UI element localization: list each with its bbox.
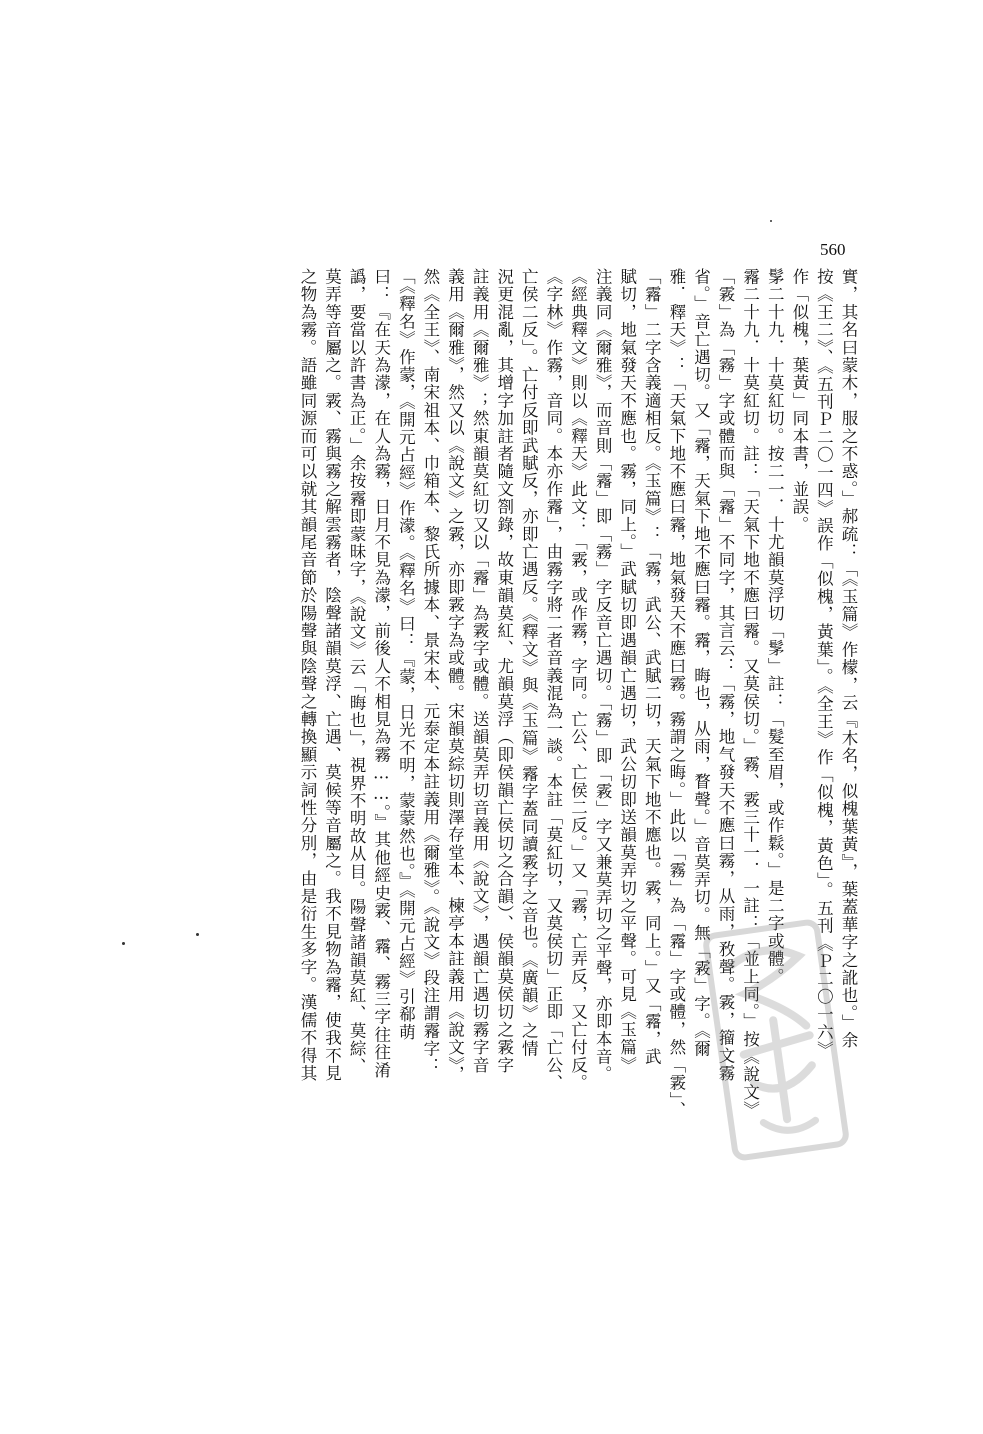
text-line: 按《王二》、《五刊Ｐ二〇一四》誤作「似槐，黃葉」。《全王》作「似槐，黃色」。五刊《Ｐ二〇一六》 (814, 268, 834, 1059)
text-line: 雅．釋天》：「天氣下地不應曰霿，地氣發天不應曰霧。霧謂之晦。」此以「霧」為「霿」字或體，然「霚」、 (666, 268, 686, 1119)
text-line: 賦切，地氣發天不應也。霧，同上。」武賦切即遇韻亡遇切，武公切即送韻莫弄切之平聲。可見《玉篇》 (617, 268, 637, 1074)
text-line: 省。」音亡遇切。又「霿，天氣下地不應曰霿。霿，晦也，从雨，瞀聲。」音莫弄切。無「霚」字。《爾 (691, 268, 711, 1058)
text-line: 作「似槐，葉黃」同本書，並誤。 (789, 268, 809, 534)
text-line: 況更混亂，其增字加註者隨文劄錄，故東韻莫紅、尤韻莫浮（即侯韻亡侯切之合韻）、侯韻莫侯切之霚字 (494, 268, 514, 1074)
text-line: 譌，要當以許書為正。」余按霿即蒙昧字，《說文》云「晦也」，視界不明故从目。陽聲諸韻莫紅、莫綜、 (347, 268, 367, 1076)
text-line: 實，其名曰蒙木，服之不惑。」郝疏：「《玉篇》作檬，云『木名，似槐葉黃』，葉蓋華字之訛也。」余 (839, 268, 858, 1050)
page-number: 560 (820, 240, 846, 259)
text-line: 注義同《爾雅》，而音則「霿」即「霧」字反音亡遇切。「霧」即「霚」字又兼莫弄切之平聲，亦即本音。 (593, 268, 613, 1084)
text-line: 莫弄等音屬之。霚、霧與霧之解雲霧者，陰聲諸韻莫浮、亡遇、莫候等音屬之。我不見物為霿，使我不見 (322, 268, 342, 1083)
scan-speck (770, 220, 772, 222)
text-line: 霿二十九．十莫紅切。註：「天氣下地不應曰霿。又莫侯切。」霧、霚三十一．一註：「並上同。」按《說文》 (740, 268, 760, 1119)
text-line: 《經典釋文》則以《釋天》此文：「霚，或作霧，字同。亡公、亡侯二反。」又「霧，亡弄反，又亡付反。 (568, 268, 588, 1092)
text-line: 註義用《爾雅》；然東韻莫紅切又以「霿」為霚字或體。送韻莫弄切音義用《說文》，遇韻亡遇切霧字音 (470, 268, 490, 1074)
text-line: 義用《爾雅》，然又以《說文》之霚，亦即霚字為或體。宋韻莫綜切則澤存堂本、楝亭本註義用《說文》， (445, 268, 465, 1084)
text-line: 「霿」二字含義適相反。《玉篇》：「霧，武公、武賦二切，天氣下地不應也。霚，同上。」又「霿，武 (642, 268, 662, 1066)
text-line: 髳二十九．十莫紅切。按二一．十尤韻莫浮切「髳」註：「髮至眉，或作鬏。」是二字或體。 (765, 268, 785, 986)
text-line: 亡侯二反」。亡付反即武賦反，亦即亡遇反。《釋文》與《玉篇》霿字蓋同讀霚字之音也。《廣韻》之情 (519, 268, 539, 1058)
text-line: 之物為霧。語雖同源而可以就其韻尾音節於陽聲與陰聲之轉換顯示詞性分別，由是衍生多字。漢儒不得其 (297, 268, 317, 1083)
main-text-block (120, 268, 860, 1336)
text-line: 《字林》作霧，音同。本亦作霿」，由霧字將二者音義混為一談。本註「莫紅切，又莫侯切」正即「亡公、 (543, 268, 563, 1092)
scan-speck (196, 933, 199, 936)
text-line: 「霚」為「霧」字或體而與「霿」不同字，其言云：「霧，地气發天不應曰霧，从雨，敄聲。霚，籀文霧 (716, 268, 736, 1083)
text-line: 然《全王》、南宋祖本、巾箱本、黎氏所據本、景宋本、元泰定本註義用《爾雅》。《說文》段注謂霿字： (420, 268, 440, 1076)
scan-speck (122, 942, 125, 945)
text-line: 「《釋名》作蒙，《開元占經》作濛。《釋名》曰：『蒙，日光不明，蒙蒙然也。』《開元占經》引郗萌 (396, 268, 416, 1041)
text-line: 曰：『在天為濛，在人為霧，日月不見為濛，前後人不相見為霧……。』其他經史霚、霿、霧三字往往淆 (371, 268, 391, 1079)
